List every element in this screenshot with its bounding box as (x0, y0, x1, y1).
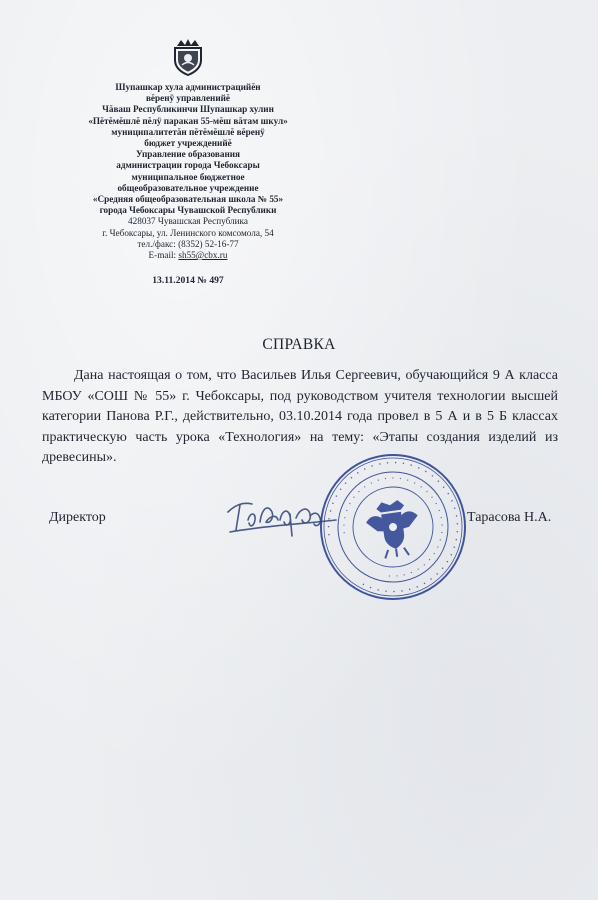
letterhead-line: бюджет учрежденийĕ (144, 138, 232, 149)
letterhead-line: тел./факс: (8352) 52-16-77 (137, 238, 239, 249)
letterhead-line: «Средняя общеобразовательная школа № 55» (92, 194, 284, 205)
document-title: СПРАВКА (262, 336, 336, 353)
document-date-number: 13.11.2014 № 497 (152, 275, 224, 287)
signatory-name: Тарасова Н.А. (467, 510, 552, 525)
document-body (42, 366, 558, 469)
email-label: E-mail: (148, 250, 179, 261)
svg-text:· · · · · · · · · · · · · · ·: · · · · · · · · · · · · · · · · · · · · · · · · · · · · · · · · · (340, 474, 446, 580)
letterhead-line: 428037 Чувашская Республика (128, 216, 248, 227)
letterhead-line: Чăваш Республикинчи Шупашкар хулин (102, 104, 274, 115)
letterhead-lines (58, 82, 318, 250)
letterhead-email-line (58, 250, 318, 261)
letterhead (58, 38, 318, 286)
letterhead-line: города Чебоксары Чувашской Республики (99, 205, 277, 216)
svg-text:· · · · · · · · · · · · · · ·: · · · · · · · · · · · · · · · · · · · · · · · · · · · · · · · · · · · · · · · · · · · · (323, 457, 463, 597)
body-paragraph: Дана настоящая о том, что Васильев Илья Сергеевич, обучающийся 9 А класса МБОУ «СОШ № 55» г. Чебоксары, под руководством учителя технологии высшей категории Панова Р.Г., действительно, 03.10.2014 года провел в 5 А и в 5 Б классах практическую часть урока «Технология» на тему: «Этапы создания изделий из древесины». (42, 368, 558, 465)
letterhead-line: муниципалитетăн пĕтĕмĕшлĕ вĕренÿ (111, 126, 265, 137)
signatory-position: Директор (49, 510, 106, 525)
letterhead-line: вĕренÿ управленийĕ (145, 93, 231, 104)
letterhead-line: Управление образования (135, 149, 241, 160)
letterhead-line: администрации города Чебоксары (116, 160, 260, 171)
email-link[interactable]: sh55@cbx.ru (178, 250, 228, 261)
city-emblem-icon (171, 38, 205, 76)
letterhead-line: общеобразовательное учреждение (117, 182, 259, 193)
letterhead-line: «Пĕтĕмĕшлĕ пĕлÿ паракан 55-мĕш вăтам шкул» (88, 115, 288, 126)
letterhead-line: г. Чебоксары, ул. Ленинского комсомола, 54 (102, 227, 274, 238)
letterhead-line: муниципальное бюджетное (131, 171, 245, 182)
letterhead-line: Шупашкар хула администрацийĕн (115, 82, 261, 92)
official-seal-icon (308, 442, 477, 611)
